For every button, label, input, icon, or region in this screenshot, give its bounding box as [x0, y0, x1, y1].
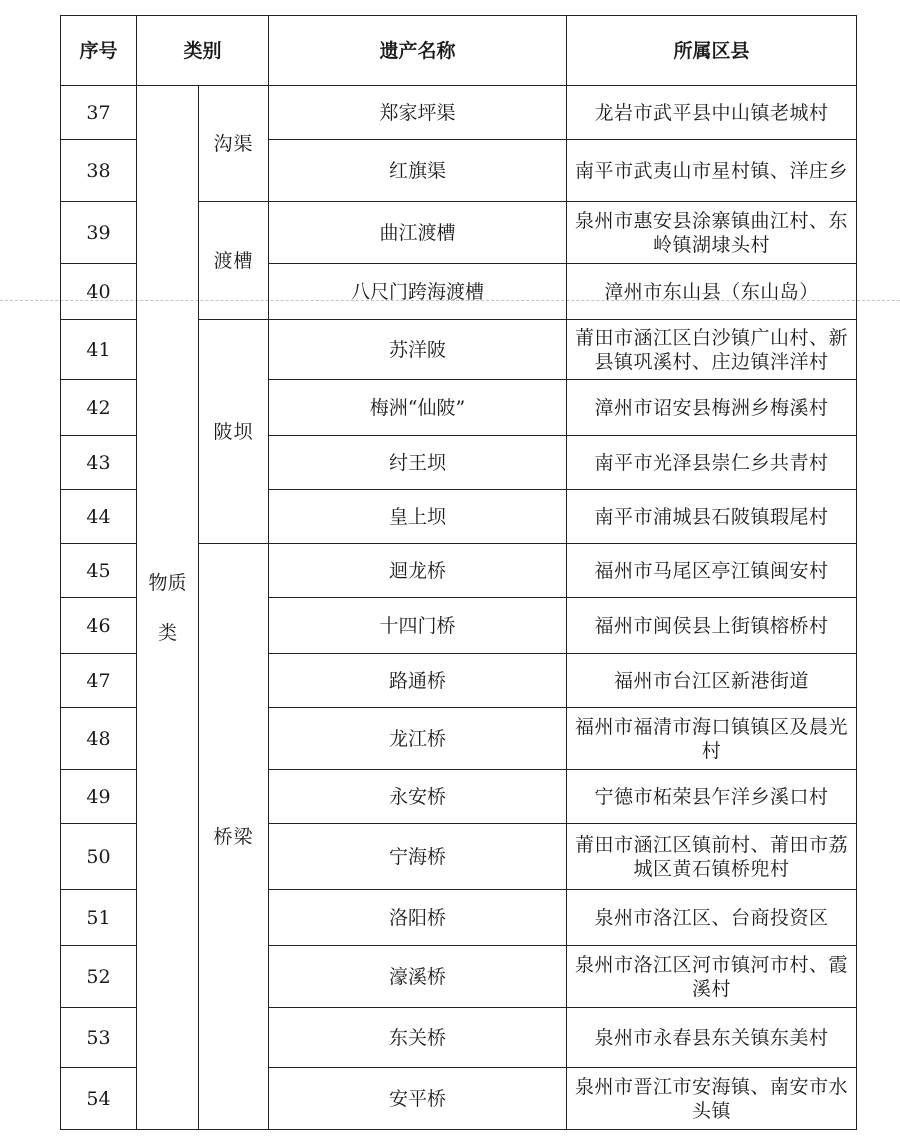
- heritage-name: 红旗渠: [269, 140, 567, 202]
- row-index: 38: [61, 140, 137, 202]
- heritage-location: 莆田市涵江区镇前村、莆田市荔城区黄石镇桥兜村: [567, 824, 857, 890]
- table-row: [61, 86, 857, 140]
- row-index: 42: [61, 380, 137, 436]
- heritage-name: 东关桥: [269, 1008, 567, 1068]
- main-category-cell: [137, 86, 199, 1130]
- row-index: 41: [61, 320, 137, 380]
- heritage-location: 福州市马尾区亭江镇闽安村: [567, 544, 857, 598]
- heritage-name: 十四门桥: [269, 598, 567, 654]
- heritage-name: 安平桥: [269, 1068, 567, 1130]
- row-index: 39: [61, 202, 137, 264]
- heritage-name: 苏洋陂: [269, 320, 567, 380]
- row-index: 37: [61, 86, 137, 140]
- heritage-name: 洛阳桥: [269, 890, 567, 946]
- row-index: 54: [61, 1068, 137, 1130]
- row-index: 52: [61, 946, 137, 1008]
- heritage-location: 福州市台江区新港街道: [567, 654, 857, 708]
- row-index: 53: [61, 1008, 137, 1068]
- row-index: 50: [61, 824, 137, 890]
- heritage-name: 皇上坝: [269, 490, 567, 544]
- heritage-location: 漳州市诏安县梅洲乡梅溪村: [567, 380, 857, 436]
- row-index: 47: [61, 654, 137, 708]
- heritage-location: 南平市浦城县石陂镇瑕尾村: [567, 490, 857, 544]
- row-index: 40: [61, 264, 137, 320]
- row-index: 44: [61, 490, 137, 544]
- subcategory-aqueduct: 渡槽: [199, 202, 269, 320]
- heritage-name: 梅洲“仙陂”: [269, 380, 567, 436]
- heritage-location: 宁德市柘荣县乍洋乡溪口村: [567, 770, 857, 824]
- heritage-name: 迴龙桥: [269, 544, 567, 598]
- row-index: 46: [61, 598, 137, 654]
- heritage-name: 纣王坝: [269, 436, 567, 490]
- row-index: 45: [61, 544, 137, 598]
- heritage-location: 泉州市永春县东关镇东美村: [567, 1008, 857, 1068]
- heritage-name: 曲江渡槽: [269, 202, 567, 264]
- subcategory-bridge: 桥梁: [199, 544, 269, 1130]
- heritage-table: [60, 15, 857, 1130]
- heritage-name: 宁海桥: [269, 824, 567, 890]
- heritage-name: 濠溪桥: [269, 946, 567, 1008]
- heritage-name: 郑家坪渠: [269, 86, 567, 140]
- heritage-name: 永安桥: [269, 770, 567, 824]
- row-index: 48: [61, 708, 137, 770]
- heritage-location: 泉州市洛江区、台商投资区: [567, 890, 857, 946]
- heritage-location: 泉州市惠安县涂寨镇曲江村、东岭镇湖埭头村: [567, 202, 857, 264]
- heritage-location: 南平市武夷山市星村镇、洋庄乡: [567, 140, 857, 202]
- heritage-location: 泉州市晋江市安海镇、南安市水头镇: [567, 1068, 857, 1130]
- heritage-location: 漳州市东山县（东山岛）: [567, 264, 857, 320]
- main-category-label: 物质类: [148, 571, 187, 644]
- row-index: 51: [61, 890, 137, 946]
- subcategory-canal: 沟渠: [199, 86, 269, 202]
- heritage-location: 莆田市涵江区白沙镇广山村、新县镇巩溪村、庄边镇泮洋村: [567, 320, 857, 380]
- header-index: 序号: [61, 16, 137, 86]
- heritage-location: 福州市福清市海口镇镇区及晨光村: [567, 708, 857, 770]
- heritage-location: 南平市光泽县崇仁乡共青村: [567, 436, 857, 490]
- header-name: 遗产名称: [269, 16, 567, 86]
- subcategory-dam: 陂坝: [199, 320, 269, 544]
- row-index: 49: [61, 770, 137, 824]
- heritage-location: 福州市闽侯县上街镇榕桥村: [567, 598, 857, 654]
- heritage-location: 泉州市洛江区河市镇河市村、霞溪村: [567, 946, 857, 1008]
- heritage-name: 龙江桥: [269, 708, 567, 770]
- header-location: 所属区县: [567, 16, 857, 86]
- heritage-name: 八尺门跨海渡槽: [269, 264, 567, 320]
- header-category: 类别: [137, 16, 269, 86]
- row-index: 43: [61, 436, 137, 490]
- heritage-name: 路通桥: [269, 654, 567, 708]
- header-row: [61, 16, 857, 86]
- heritage-location: 龙岩市武平县中山镇老城村: [567, 86, 857, 140]
